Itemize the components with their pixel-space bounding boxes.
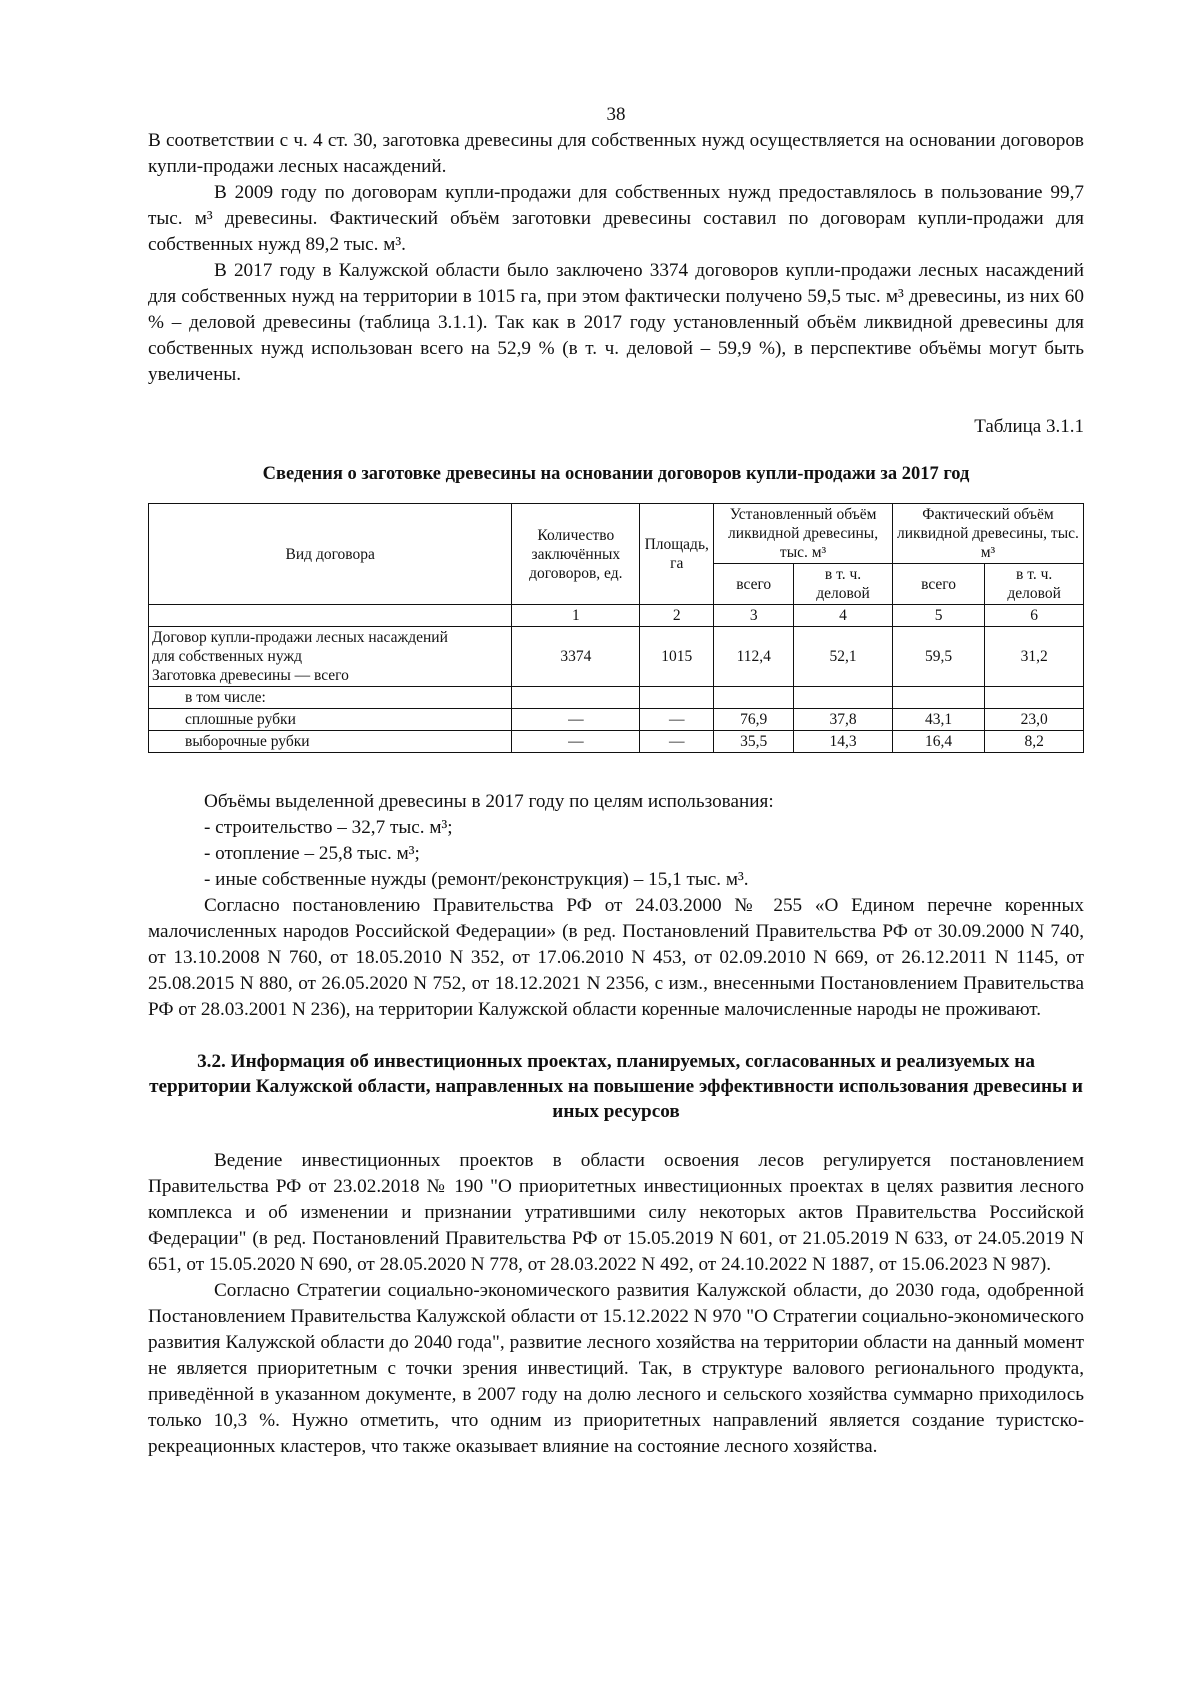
cell-actual-business: 31,2	[985, 627, 1084, 687]
header-actual-total: всего	[892, 564, 984, 605]
empty-cell	[892, 687, 984, 709]
empty-cell	[714, 687, 794, 709]
column-number-row	[149, 605, 1084, 627]
cell-actual-total: 43,1	[892, 709, 984, 731]
cell-planned-total: 35,5	[714, 731, 794, 753]
cell-area: —	[640, 731, 714, 753]
table-row	[149, 627, 1084, 687]
empty-cell	[985, 687, 1084, 709]
paragraph-indigenous: Согласно постановлению Правительства РФ от 24.03.2000 № 255 «О Едином перечне коренных малочисленных народов Российской Федерации» (в ред. Постановлений Правительства РФ от 30.09.2000 N 740, от 13.10.2008 N 760, от 18.05.2010 N 352, от 17.06.2010 N 453, от 02.09.2010 N 669, от 26.12.2011 N 1145, от 25.08.2015 N 880, от 26.05.2020 N 752, от 18.12.2021 N 2356, с изм., внесенными Постановлением Правительства РФ от 28.03.2001 N 236), на территории Калужской области коренные малочисленные народы не проживают.	[148, 895, 1084, 1020]
section-paragraph-1: Ведение инвестиционных проектов в области освоения лесов регулируется постановлением Правительства РФ от 23.02.2018 № 190 "О приоритетных инвестиционных проектах в целях развития лесного комплекса и об изменении и признании утратившими силу некоторых актов Правительства Российской Федерации" (в ред. Постановлений Правительства РФ от 15.05.2019 N 601, от 21.05.2019 N 633, от 24.05.2019 N 651, от 15.05.2020 N 690, от 28.05.2020 N 778, от 28.03.2022 N 492, от 24.10.2022 N 1887, от 15.06.2023 N 987).	[148, 1150, 1084, 1275]
column-number: 6	[985, 605, 1084, 627]
cell-planned-business: 14,3	[794, 731, 893, 753]
cell-actual-total: 16,4	[892, 731, 984, 753]
column-number: 1	[512, 605, 640, 627]
table-row	[149, 687, 1084, 709]
cell-actual-business: 8,2	[985, 731, 1084, 753]
row-main-label	[149, 627, 512, 687]
volume-item: - иные собственные нужды (ремонт/реконструкция) – 15,1 тыс. м³.	[204, 869, 749, 890]
volumes-block	[148, 789, 1084, 1023]
cell-actual-business: 23,0	[985, 709, 1084, 731]
cell-count: —	[512, 731, 640, 753]
volume-item: - строительство – 32,7 тыс. м³;	[204, 817, 453, 838]
header-area: Площадь, га	[640, 504, 714, 605]
table-title: Сведения о заготовке древесины на основании договоров купли-продажи за 2017 год	[262, 464, 970, 484]
cell-planned-business: 37,8	[794, 709, 893, 731]
header-planned-business: в т. ч. деловой	[794, 564, 893, 605]
paragraph-2: В 2009 году по договорам купли-продажи для собственных нужд предоставлялось в пользование 99,7 тыс. м³ древесины. Фактический объём заготовки древесины составил по договорам купли-продажи для собственных нужд 89,2 тыс. м³.	[148, 182, 1084, 255]
header-actual: Фактический объём ликвидной древесины, тыс. м³	[892, 504, 1083, 564]
section-paragraph-2: Согласно Стратегии социально-экономического развития Калужской области, до 2030 года, одобренной Постановлением Правительства Калужской области от 15.12.2022 N 970 "О Стратегии социально-экономического развития Калужской области до 2040 года", развитие лесного хозяйства на территории области на данный момент не является приоритетным с точки зрения инвестиций. Так, в структуре валового регионального продукта, приведённой в указанном документе, в 2007 году на долю лесного и сельского хозяйства суммарно приходилось только 10,3 %. Нужно отметить, что одним из приоритетных направлений является создание туристско-рекреационных кластеров, что также оказывает влияние на состояние лесного хозяйства.	[148, 1280, 1084, 1457]
table-row	[149, 731, 1084, 753]
section-heading: 3.2. Информация об инвестиционных проектах, планируемых, согласованных и реализуемых на территории Калужской области, направленных на повышение эффективности использования древесины и иных ресурсов	[149, 1051, 1083, 1122]
row-label: выборочные рубки	[149, 731, 512, 753]
header-count: Количество заключённых договоров, ед.	[512, 504, 640, 605]
column-number: 5	[892, 605, 984, 627]
cell-actual-total: 59,5	[892, 627, 984, 687]
document-page	[148, 104, 1084, 1460]
column-number-empty	[149, 605, 512, 627]
row-main-label-line: Заготовка древесины — всего	[152, 667, 349, 684]
cell-area: —	[640, 709, 714, 731]
header-actual-business: в т. ч. деловой	[985, 564, 1084, 605]
empty-cell	[794, 687, 893, 709]
table-header-row	[149, 504, 1084, 564]
row-main-label-line: для собственных нужд	[152, 648, 302, 665]
cell-count: 3374	[512, 627, 640, 687]
cell-planned-business: 52,1	[794, 627, 893, 687]
column-number: 4	[794, 605, 893, 627]
table-label: Таблица 3.1.1	[974, 416, 1084, 437]
harvest-table	[148, 503, 1084, 753]
volume-item: - отопление – 25,8 тыс. м³;	[204, 843, 420, 864]
cell-planned-total: 112,4	[714, 627, 794, 687]
row-label: сплошные рубки	[149, 709, 512, 731]
column-number: 2	[640, 605, 714, 627]
paragraph-3: В 2017 году в Калужской области было заключено 3374 договоров купли-продажи лесных насаждений для собственных нужд на территории в 1015 га, при этом фактически получено 59,5 тыс. м³ древесины, из них 60 % – деловой древесины (таблица 3.1.1). Так как в 2017 году установленный объём ликвидной древесины для собственных нужд использован всего на 52,9 % (в т. ч. деловой – 59,9 %), в перспективе объёмы могут быть увеличены.	[148, 260, 1084, 385]
table-row	[149, 709, 1084, 731]
cell-count: —	[512, 709, 640, 731]
column-number: 3	[714, 605, 794, 627]
empty-cell	[512, 687, 640, 709]
header-planned-total: всего	[714, 564, 794, 605]
row-main-label-line: Договор купли-продажи лесных насаждений	[152, 629, 448, 646]
cell-area: 1015	[640, 627, 714, 687]
row-incl-label: в том числе:	[149, 687, 512, 709]
paragraph-1: В соответствии с ч. 4 ст. 30, заготовка древесины для собственных нужд осуществляется на основании договоров купли-продажи лесных насаждений.	[148, 130, 1084, 177]
empty-cell	[640, 687, 714, 709]
header-planned: Установленный объём ликвидной древесины, тыс. м³	[714, 504, 893, 564]
page-number: 38	[606, 104, 626, 125]
header-type: Вид договора	[149, 504, 512, 605]
volumes-intro: Объёмы выделенной древесины в 2017 году по целям использования:	[204, 791, 774, 812]
cell-planned-total: 76,9	[714, 709, 794, 731]
